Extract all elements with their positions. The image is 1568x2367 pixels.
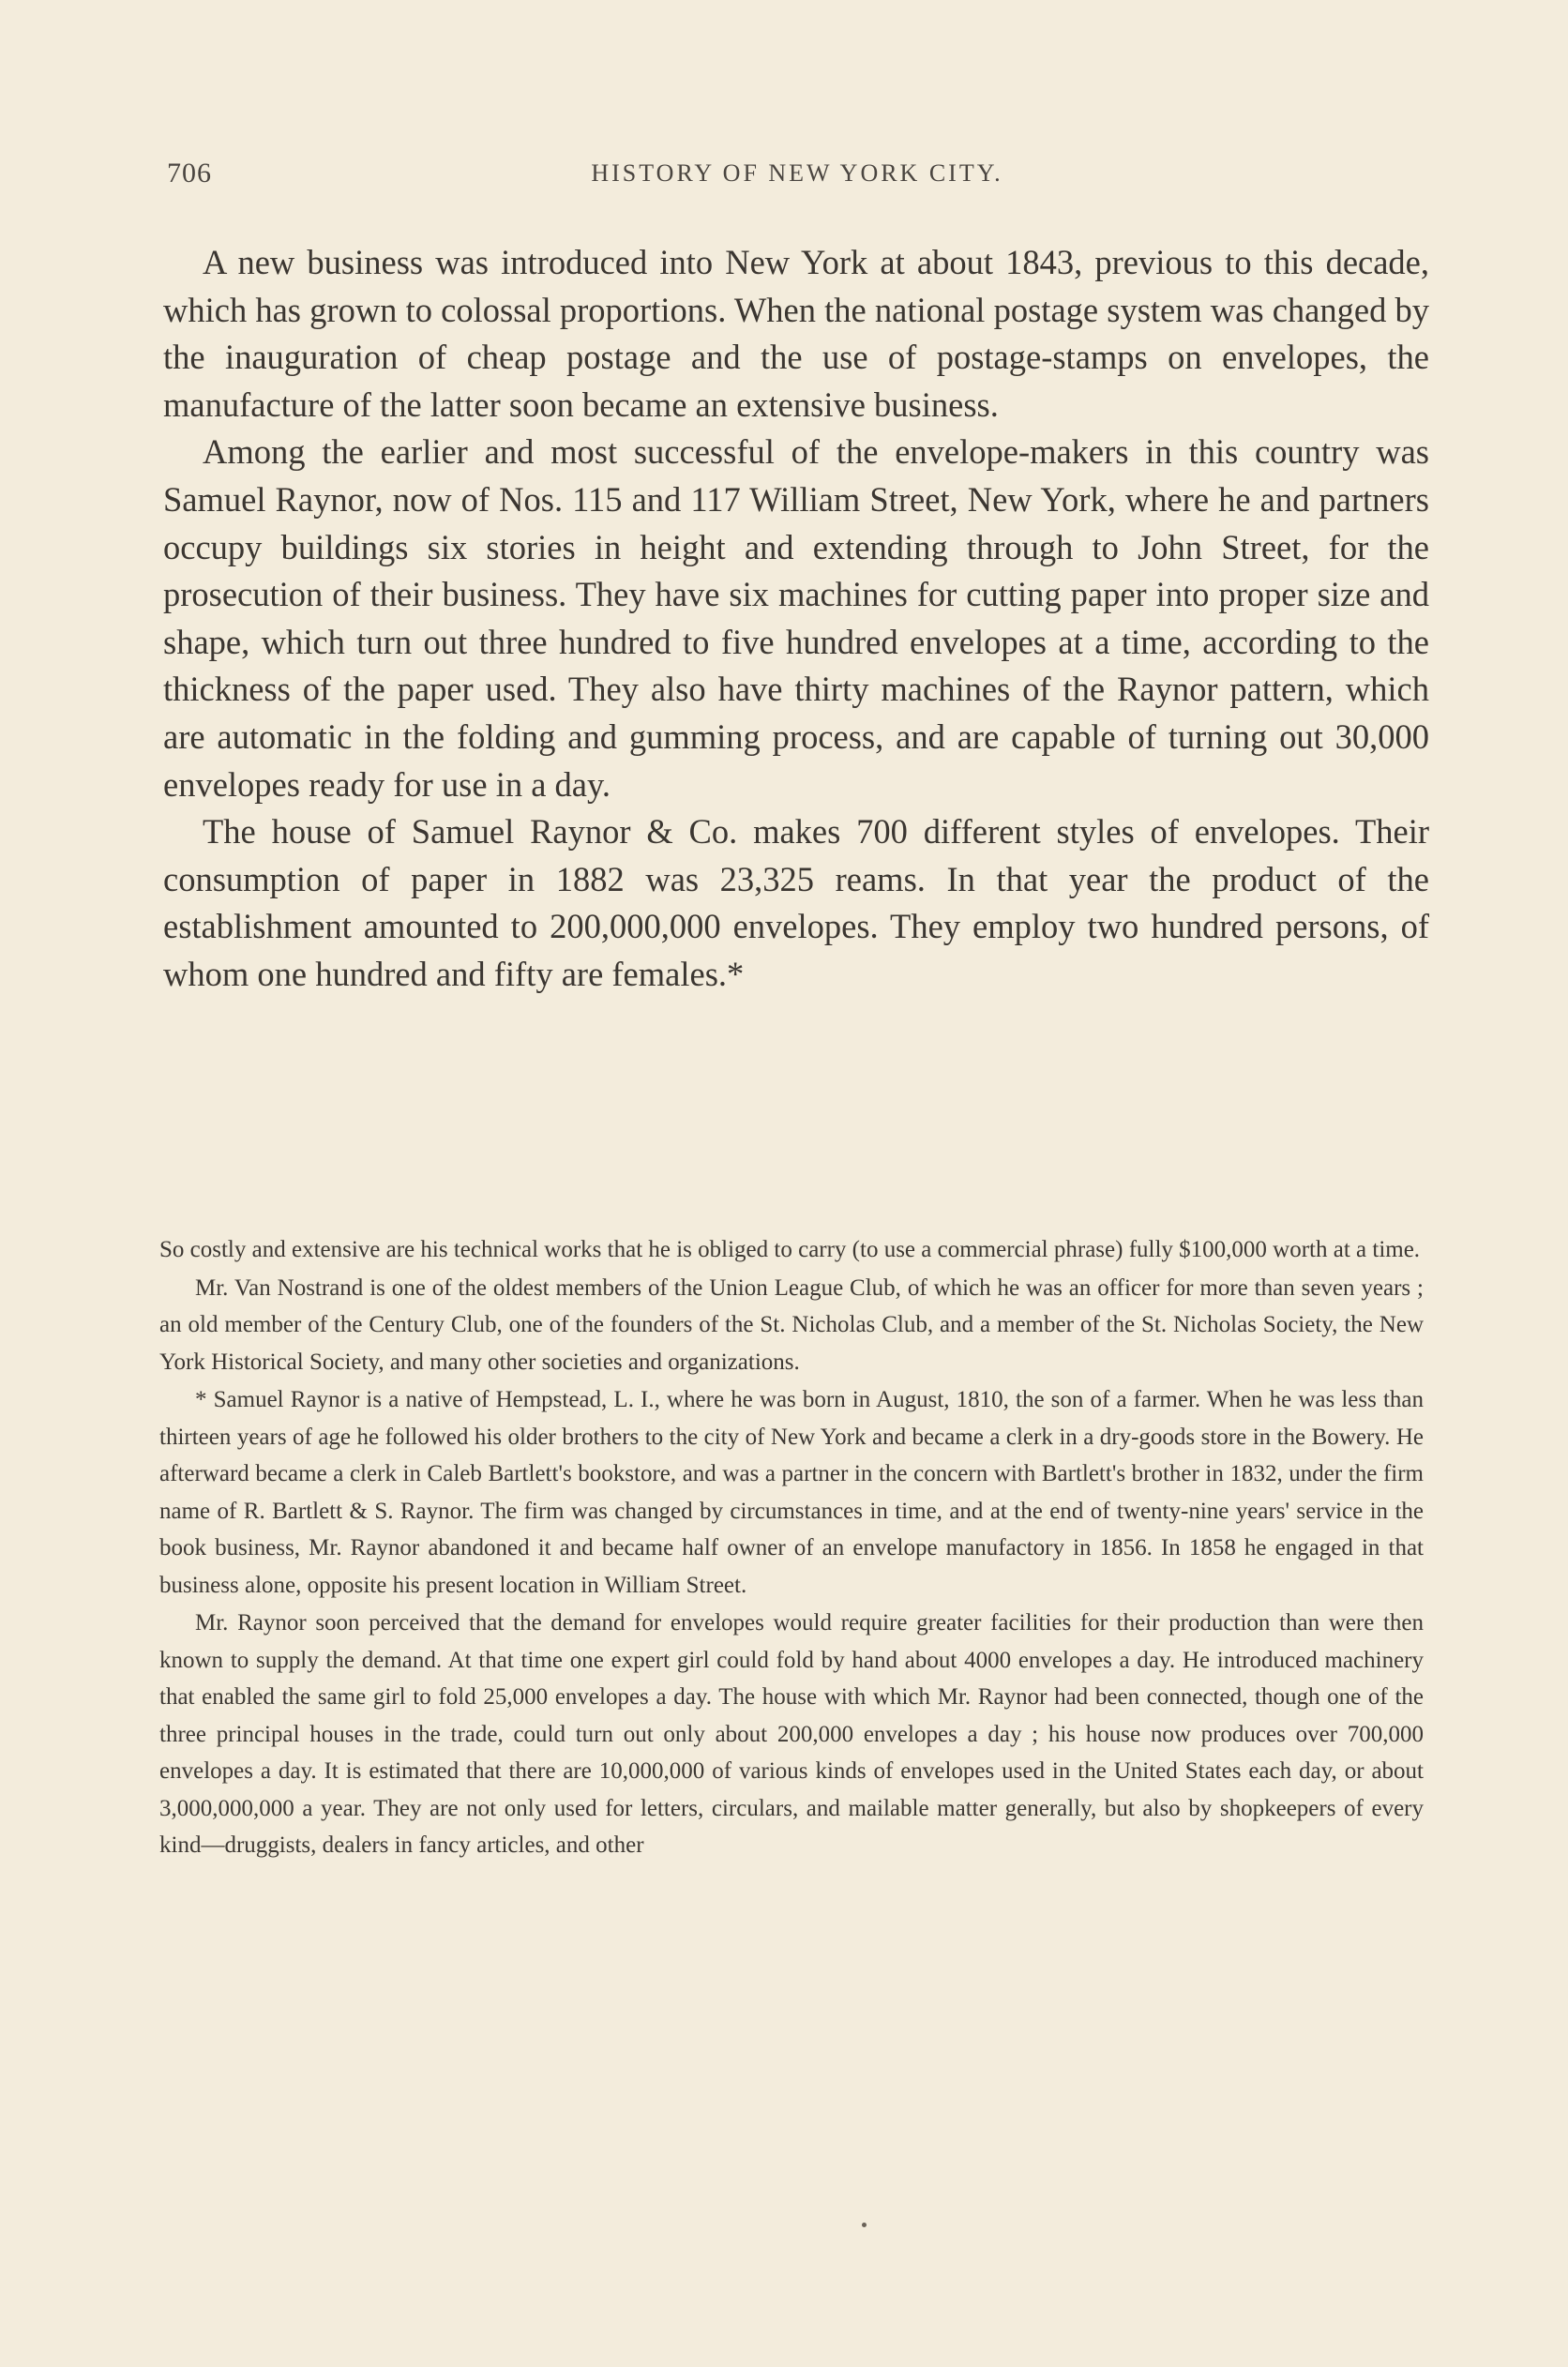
footnote: Mr. Raynor soon perceived that the demand for envelopes would require greater facilities for their production than were then known to supply the demand. At that time one expert girl could fold by hand about 4000 envelopes a day. He introduced machinery that enabled the same girl to fold 25,000 envelopes a day. The house with which Mr. Raynor had been connected, though one of the three principal houses in the trade, could turn out only about 200,000 envelopes a day ; his house now produces over 700,000 envelopes a day. It is estimated that there are 10,000,000 of various kinds of envelopes used in the United States each day, or about 3,000,000,000 a year. They are not only used for letters, circulars, and mailable matter generally, but also by shopkeepers of every kind—druggists, dealers in fancy articles, and other <box>159 1610 1424 1858</box>
footnotes <box>159 1231 1424 1864</box>
footnote: Mr. Van Nostrand is one of the oldest members of the Union League Club, of which he was an officer for more than seven years ; an old member of the Century Club, one of the founders of the St. Nicholas Club, and a member of the St. Nicholas Society, the New York Historical Society, and many other societies and organizations. <box>159 1274 1424 1375</box>
paragraph: Among the earlier and most successful of the envelope-makers in this country was Samuel Raynor, now of Nos. 115 and 117 William Street, New York, where he and partners occupy buildings six stories in height and extending through to John Street, for the prosecution of their business. They have six machines for cutting paper into proper size and shape, which turn out three hundred to five hundred envelopes at a time, according to the thickness of the paper used. They also have thirty machines of the Raynor pattern, which are automatic in the folding and gumming process, and are capable of turning out 30,000 envelopes ready for use in a day. <box>163 432 1429 804</box>
paragraph: A new business was introduced into New York at about 1843, previous to this decade, which has grown to colossal proportions. When the national postage system was changed by the inauguration of cheap postage and the use of postage-stamps on envelopes, the manufacture of the latter soon became an extensive business. <box>163 243 1429 424</box>
page-number: 706 <box>167 158 212 188</box>
paragraph: The house of Samuel Raynor & Co. makes 700 different styles of envelopes. Their consumption of paper in 1882 was 23,325 reams. In that year the product of the establishment amounted to 200,000,000 envelopes. They employ two hundred persons, of whom one hundred and fifty are females.* <box>163 812 1429 993</box>
running-title: HISTORY OF NEW YORK CITY. <box>591 159 1003 187</box>
main-text <box>163 239 1429 999</box>
footnote: So costly and extensive are his technical works that he is obliged to carry (to use a commercial phrase) fully $100,000 worth at a time. <box>159 1237 1421 1262</box>
footnote: * Samuel Raynor is a native of Hempstead, L. I., where he was born in August, 1810, the son of a farmer. When he was less than thirteen years of age he followed his older brothers to the city of New York and became a clerk in a dry-goods store in the Bowery. He afterward became a clerk in Caleb Bartlett's bookstore, and was a partner in the concern with Bartlett's brother in 1832, under the firm name of R. Bartlett & S. Raynor. The firm was changed by circumstances in time, and at the end of twenty-nine years' service in the book business, Mr. Raynor abandoned it and became half owner of an envelope manufactory in 1856. In 1858 he engaged in that business alone, opposite his present location in William Street. <box>159 1387 1424 1598</box>
page-header <box>167 158 1427 195</box>
print-mark <box>862 2223 867 2227</box>
